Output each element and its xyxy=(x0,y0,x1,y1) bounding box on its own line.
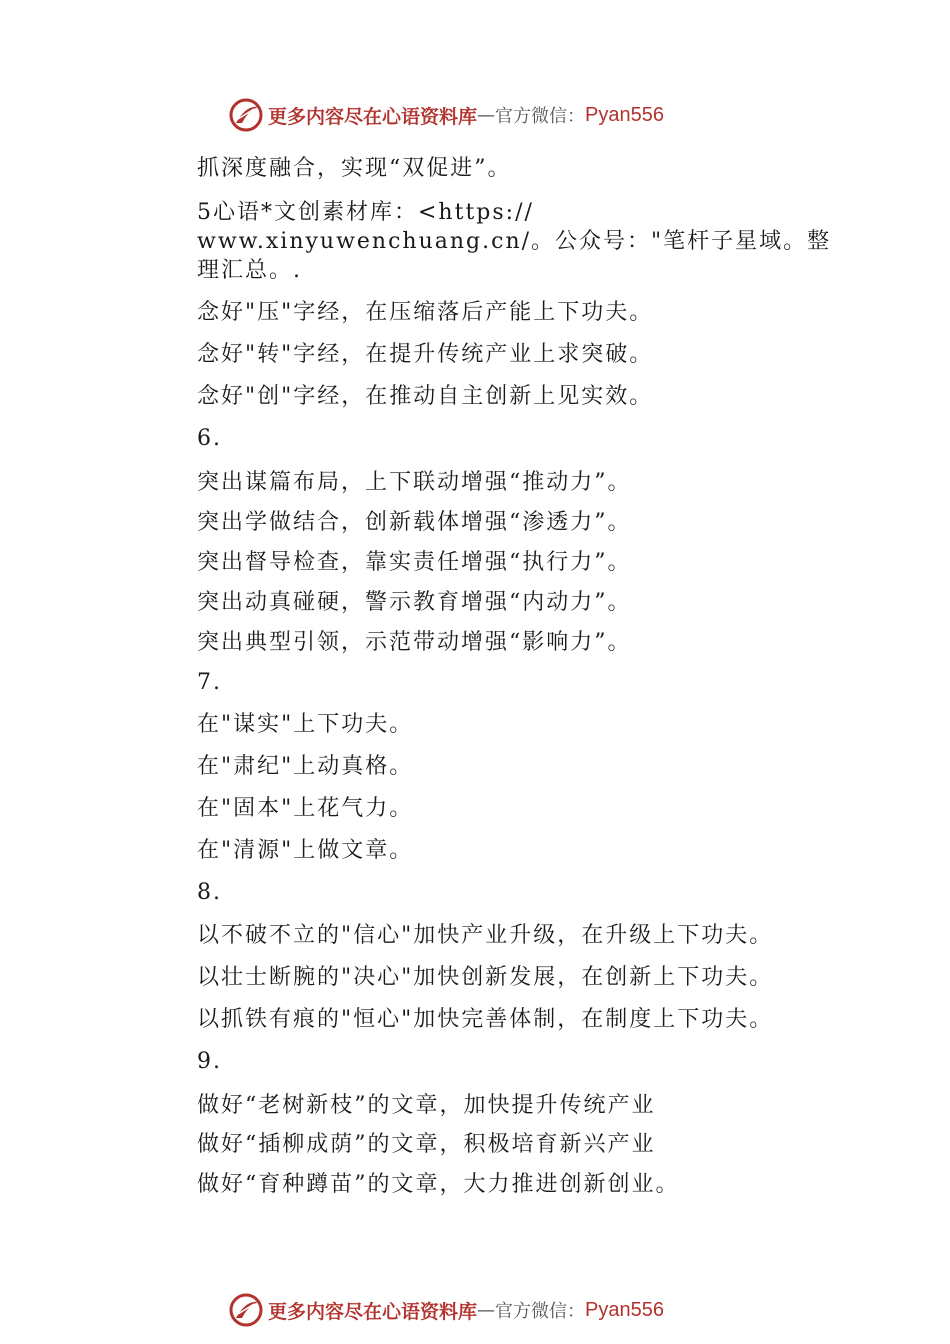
text-line: 念好"压"字经，在压缩落后产能上下功夫。 xyxy=(197,300,654,325)
text-line: www.xinyuwenchuang.cn/。公众号："笔杆子星域。整 xyxy=(197,229,832,254)
text-line: 在"肃纪"上动真格。 xyxy=(197,754,414,779)
text-line: 在"清源"上做文章。 xyxy=(197,838,414,863)
banner-wechat-id: Pyan556 xyxy=(585,1298,664,1321)
text-line: 念好"转"字经，在提升传统产业上求突破。 xyxy=(197,342,654,367)
footer-watermark-banner xyxy=(228,1290,664,1330)
banner-dash: — xyxy=(477,104,496,126)
text-line: 在"固本"上花气力。 xyxy=(197,796,414,821)
text-line: 5心语*文创素材库：<https:// xyxy=(197,200,534,225)
banner-sub-text: 官方微信： xyxy=(495,106,586,127)
text-line: 突出谋篇布局，上下联动增强“推动力”。 xyxy=(197,470,632,495)
text-line: 做好“老树新枝”的文章，加快提升传统产业 xyxy=(197,1093,656,1118)
text-line: 在"谋实"上下功夫。 xyxy=(197,712,414,737)
text-line: 突出学做结合，创新载体增强“渗透力”。 xyxy=(197,510,632,535)
text-line: 以不破不立的"信心"加快产业升级，在升级上下功夫。 xyxy=(197,923,774,948)
logo-icon xyxy=(228,97,264,133)
section-number: 7. xyxy=(197,670,222,695)
banner-dash: — xyxy=(477,1299,496,1321)
text-line: 做好“育种蹲苗”的文章，大力推进创新创业。 xyxy=(197,1172,680,1197)
text-line: 做好“插柳成荫”的文章，积极培育新兴产业 xyxy=(197,1132,656,1157)
text-line: 理汇总。. xyxy=(197,258,302,283)
text-line: 突出督导检查，靠实责任增强“执行力”。 xyxy=(197,550,632,575)
text-line: 以抓铁有痕的"恒心"加快完善体制，在制度上下功夫。 xyxy=(197,1007,774,1032)
text-line: 突出动真碰硬，警示教育增强“内动力”。 xyxy=(197,590,632,615)
text-line: 念好"创"字经，在推动自主创新上见实效。 xyxy=(197,384,654,409)
header-watermark-banner xyxy=(228,95,664,135)
text-line: 突出典型引领，示范带动增强“影响力”。 xyxy=(197,630,632,655)
banner-sub-text: 官方微信： xyxy=(495,1301,586,1322)
section-number: 9. xyxy=(197,1049,222,1074)
text-line: 抓深度融合，实现“双促进”。 xyxy=(197,156,512,181)
section-number: 8. xyxy=(197,880,222,905)
banner-main-text: 更多内容尽在心语资料库 xyxy=(268,105,478,128)
logo-icon xyxy=(228,1292,264,1328)
text-line: 以壮士断腕的"决心"加快创新发展，在创新上下功夫。 xyxy=(197,965,774,990)
banner-main-text: 更多内容尽在心语资料库 xyxy=(268,1300,478,1323)
section-number: 6. xyxy=(197,426,222,451)
banner-wechat-id: Pyan556 xyxy=(585,103,664,126)
